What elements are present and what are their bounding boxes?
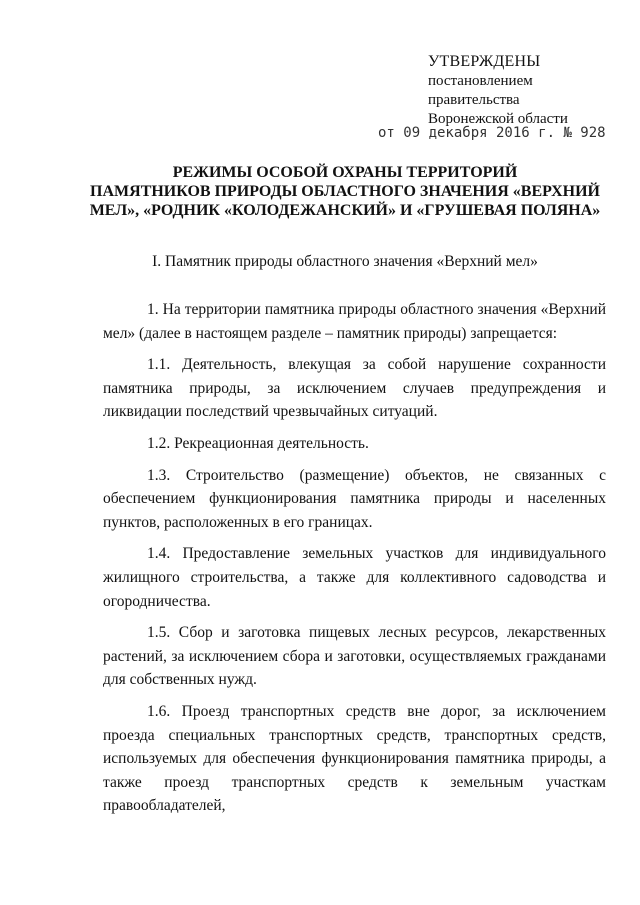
section-heading: I. Памятник природы областного значения «Верхний мел» [152, 253, 538, 270]
approval-date-stamp: от 09 декабря 2016 г. № 928 [378, 125, 606, 141]
document-title [70, 163, 620, 220]
document-body [103, 298, 606, 826]
paragraph-1-6: 1.6. Проезд транспортных средств вне дорог, за исключением проезда специальных транспортных средств, транспортных средств, используемых для обеспечения функционирования памятника природы, а также проезд транспортных средств к земельным участкам правообладателей, [103, 702, 606, 815]
approval-block [428, 52, 628, 129]
document-title-line: МЕЛ», «РОДНИК «КОЛОДЕЖАНСКИЙ» И «ГРУШЕВАЯ ПОЛЯНА» [89, 202, 601, 219]
paragraph-1-5: 1.5. Сбор и заготовка пищевых лесных ресурсов, лекарственных растений, за исключением сбора и заготовки, осуществляемых гражданами для собственных нужд. [103, 624, 606, 689]
paragraph-1-1: 1.1. Деятельность, влекущая за собой нарушение сохранности памятника природы, за исключением случаев предупреждения и ликвидации последствий чрезвычайных ситуаций. [103, 356, 606, 421]
document-title-line: ПАМЯТНИКОВ ПРИРОДЫ ОБЛАСТНОГО ЗНАЧЕНИЯ «ВЕРХНИЙ [90, 183, 600, 200]
paragraph-1-4: 1.4. Предоставление земельных участков для индивидуального жилищного строительства, а также для коллективного садоводства и огородничества. [103, 545, 606, 610]
document-title-line: РЕЖИМЫ ОСОБОЙ ОХРАНЫ ТЕРРИТОРИЙ [172, 164, 518, 181]
approval-line-resolution: постановлением [428, 73, 533, 89]
approval-title: УТВЕРЖДЕНЫ [428, 53, 541, 70]
approval-line-region: Воронежской области [428, 111, 568, 127]
paragraph-1-3: 1.3. Строительство (размещение) объектов, не связанных с обеспечением функционирования памятника природы и населенных пунктов, расположенных в его границах. [103, 466, 606, 531]
paragraph-1: 1. На территории памятника природы областного значения «Верхний мел» (далее в настоящем разделе – памятник природы) запрещается: [103, 301, 606, 342]
approval-line-government: правительства [428, 92, 520, 108]
paragraph-1-2: 1.2. Рекреационная деятельность. [147, 434, 369, 452]
